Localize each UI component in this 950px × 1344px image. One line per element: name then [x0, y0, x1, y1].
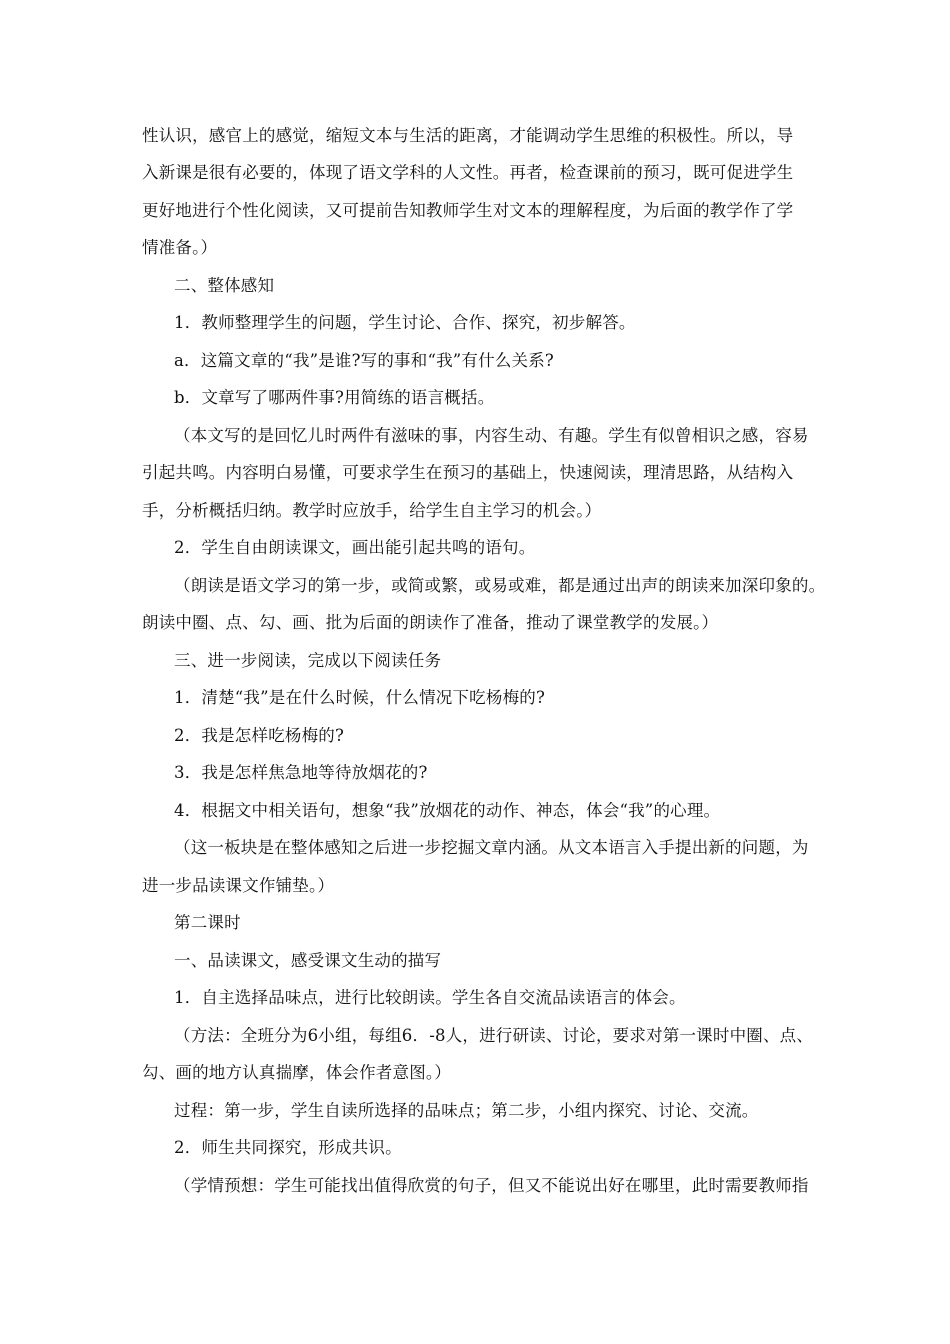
paragraph-line: 引起共鸣。内容明白易懂，可要求学生在预习的基础上，快速阅读，理清思路，从结构入 [142, 463, 794, 482]
paragraph-line: （这一板块是在整体感知之后进一步挖掘文章内涵。从文本语言入手提出新的问题，为 [174, 838, 809, 857]
list-item: 3．我是怎样焦急地等待放烟花的? [174, 763, 428, 782]
list-item: b．文章写了哪两件事?用简练的语言概括。 [174, 388, 495, 407]
paragraph-line: （方法：全班分为6小组，每组6．-8人，进行研读、讨论，要求对第一课时中圈、点、 [174, 1026, 814, 1045]
list-item: 2．我是怎样吃杨梅的? [174, 726, 345, 745]
paragraph-line: 勾、画的地方认真揣摩，体会作者意图。） [142, 1063, 452, 1082]
paragraph-line: 入新课是很有必要的，体现了语文学科的人文性。再者，检查课前的预习，既可促进学生 [142, 163, 794, 182]
list-item: 1．清楚“我”是在什么时候，什么情况下吃杨梅的? [174, 688, 546, 707]
paragraph-line: 手，分析概括归纳。教学时应放手，给学生自主学习的机会。） [142, 501, 602, 520]
paragraph-line: （本文写的是回忆儿时两件有滋味的事，内容生动、有趣。学生有似曾相识之感，容易 [174, 426, 809, 445]
section-heading: 第二课时 [174, 913, 241, 932]
paragraph-line: 情准备。） [142, 238, 218, 257]
paragraph-line: （学情预想：学生可能找出值得欣赏的句子，但又不能说出好在哪里，此时需要教师指 [174, 1176, 809, 1195]
list-item: 2．师生共同探究，形成共识。 [174, 1138, 402, 1157]
section-heading: 二、整体感知 [174, 276, 275, 295]
list-item: a．这篇文章的“我”是谁?写的事和“我”有什么关系? [174, 351, 554, 370]
list-item: 1．自主选择品味点，进行比较朗读。学生各自交流品读语言的体会。 [174, 988, 686, 1007]
paragraph-line: 朗读中圈、点、勾、画、批为后面的朗读作了准备，推动了课堂教学的发展。） [142, 613, 719, 632]
section-heading: 一、品读课文，感受课文生动的描写 [174, 951, 442, 970]
paragraph-line: 性认识，感官上的感觉，缩短文本与生活的距离，才能调动学生思维的积极性。所以，导 [142, 126, 794, 145]
list-item: 1．教师整理学生的问题，学生讨论、合作、探究，初步解答。 [174, 313, 636, 332]
paragraph-line: （朗读是语文学习的第一步，或简或繁，或易或难，都是通过出声的朗读来加深印象的。 [174, 576, 826, 595]
section-heading: 三、进一步阅读，完成以下阅读任务 [174, 651, 442, 670]
paragraph-line: 过程：第一步，学生自读所选择的品味点；第二步，小组内探究、讨论、交流。 [174, 1101, 759, 1120]
paragraph-line: 更好地进行个性化阅读，又可提前告知教师学生对文本的理解程度，为后面的教学作了学 [142, 201, 794, 220]
list-item: 2．学生自由朗读课文，画出能引起共鸣的语句。 [174, 538, 536, 557]
paragraph-line: 进一步品读课文作铺垫。） [142, 876, 335, 895]
list-item: 4．根据文中相关语句，想象“我”放烟花的动作、神态，体会“我”的心理。 [174, 801, 721, 820]
